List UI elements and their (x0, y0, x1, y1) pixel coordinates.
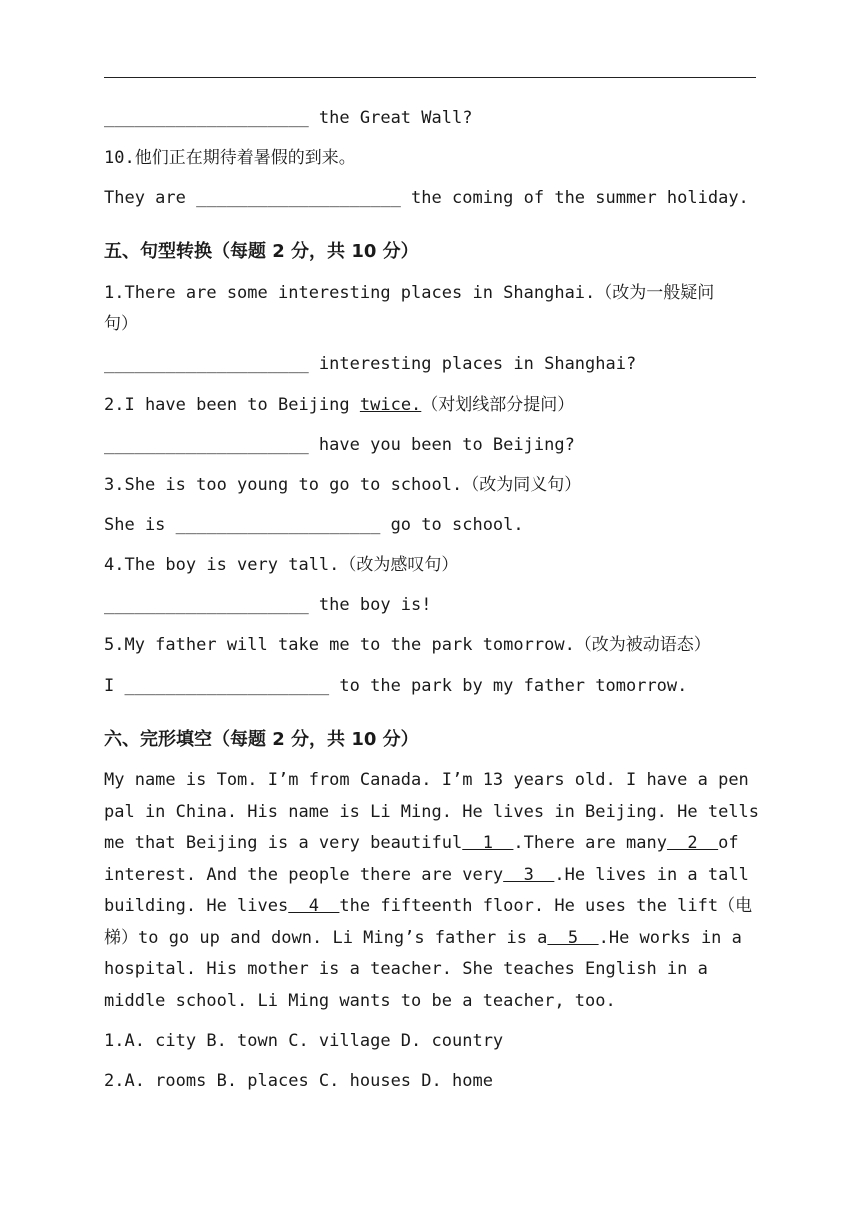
header-rule (104, 77, 756, 78)
s5-q5-answer-line: I ____________________ to the park by my father tomorrow. (104, 676, 688, 696)
s5-q2-instruction: （对划线部分提问） (421, 395, 575, 415)
s5-q2-text: 2.I have been to Beijing (104, 395, 360, 415)
s5-q3-prompt: 3.She is too young to go to school.（改为同义句） (104, 475, 582, 495)
s5-q1-prompt: 1.There are some interesting places in Shanghai.（改为一般疑问 (104, 283, 715, 303)
passage-text: My name is Tom. I’m from Canada. I’m 13 years old. I have a pen pal in China. His name is Li Ming. He lives in Beijing. He tells me that Beijing is a very beautiful (104, 770, 760, 853)
s5-q4-answer-line: ____________________ the boy is! (104, 595, 432, 615)
s5-q2-prompt (104, 394, 574, 416)
cloze-passage (104, 765, 764, 1017)
passage-text: the fifteenth floor. He uses the lift（电梯）to go up and down. Li Ming’s father is a (104, 896, 753, 948)
s5-q5-prompt: 5.My father will take me to the park tomorrow.（改为被动语态） (104, 635, 711, 655)
s5-q4-prompt: 4.The boy is very tall.（改为感叹句） (104, 555, 459, 575)
q10-prompt: 10.他们正在期待着暑假的到来。 (104, 148, 356, 168)
s5-q2-underlined: twice. (359, 395, 422, 415)
option-row-2: 2.A. rooms B. places C. houses D. home (104, 1071, 493, 1091)
option-row-1: 1.A. city B. town C. village D. country (104, 1031, 504, 1051)
blank-4: 4 (288, 896, 340, 916)
q9-answer-line: ____________________ the Great Wall? (104, 108, 473, 128)
s5-q3-answer-line: She is ____________________ go to school. (104, 515, 524, 535)
s5-q2-answer-line: ____________________ have you been to Beijing? (104, 435, 575, 455)
blank-5: 5 (547, 927, 599, 948)
section-6-heading: 六、完形填空（每题 2 分，共 10 分） (104, 729, 419, 750)
passage-text: of interest. And the people there are very (104, 833, 739, 885)
s5-q1-answer-line: ____________________ interesting places in Shanghai? (104, 354, 637, 374)
section-5-heading: 五、句型转换（每题 2 分，共 10 分） (104, 241, 419, 262)
passage-text: .There are many (513, 833, 667, 853)
passage-text: .He lives in a tall building. He lives (104, 864, 749, 916)
q10-answer-line: They are ____________________ the coming of the summer holiday. (104, 188, 749, 208)
s5-q1-prompt-cont: 句） (104, 314, 138, 334)
blank-1: 1 (462, 833, 514, 853)
passage-text: .He works in a hospital. His mother is a teacher. She teaches English in a middle school. Li Ming wants to be a teacher, too. (104, 927, 742, 1011)
blank-2: 2 (666, 833, 719, 853)
blank-3: 3 (503, 864, 555, 885)
